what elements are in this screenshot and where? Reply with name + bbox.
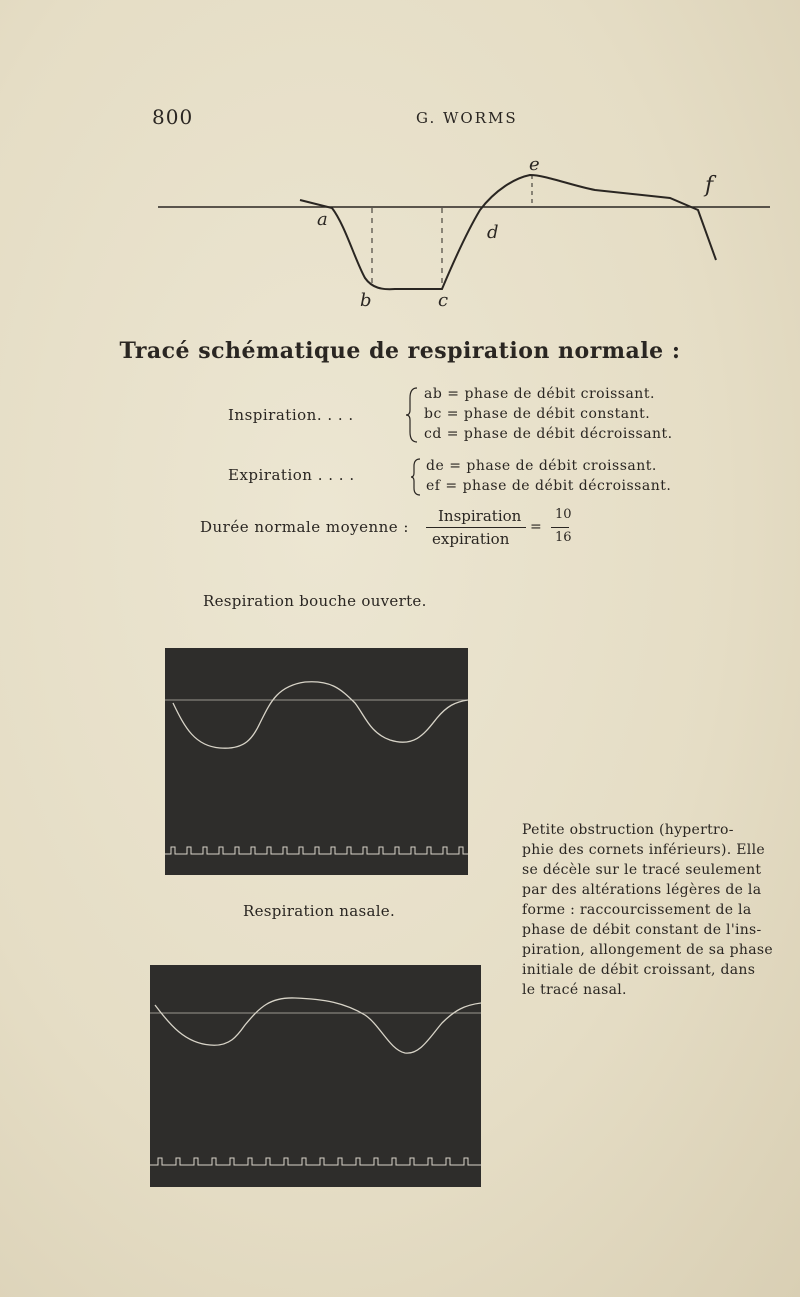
page-number: 800 xyxy=(152,105,194,129)
side-line: phie des cornets inférieurs). Elle xyxy=(522,842,765,858)
fraction-numerator: Inspiration xyxy=(438,507,522,525)
side-line: phase de débit constant de l'ins- xyxy=(522,922,762,938)
side-line: forme : raccourcissement de la xyxy=(522,902,752,918)
point-label-d: d xyxy=(487,222,499,243)
duration-label: Durée normale moyenne : xyxy=(200,518,409,536)
caption-mouth-open: Respiration bouche ouverte. xyxy=(203,592,427,610)
running-head: G. WORMS xyxy=(416,109,518,127)
legend-ef: ef = phase de débit décroissant. xyxy=(426,478,672,494)
respiration-curve xyxy=(300,175,716,289)
equals-sign: = xyxy=(530,519,542,535)
legend-ab: ab = phase de débit croissant. xyxy=(424,386,655,402)
trace-nasal-svg xyxy=(150,965,481,1187)
caption-nasal: Respiration nasale. xyxy=(243,902,396,920)
side-line: se décèle sur le tracé seulement xyxy=(522,862,762,878)
trace-mouth-open-svg xyxy=(165,648,468,875)
trace-photo-mouth-open xyxy=(165,648,468,875)
legend-cd: cd = phase de débit décroissant. xyxy=(424,426,673,442)
inspiration-label: Inspiration. . . . xyxy=(228,406,354,424)
expiration-label: Expiration . . . . xyxy=(228,466,355,484)
ratio-bar xyxy=(551,527,569,528)
side-commentary xyxy=(522,820,784,1000)
side-line: par des altérations légères de la xyxy=(522,882,762,898)
trace-photo-nasal xyxy=(150,965,481,1187)
point-label-c: c xyxy=(438,290,449,311)
figure-title: Tracé schématique de respiration normale : xyxy=(119,338,681,364)
ratio-numerator: 10 xyxy=(555,507,572,522)
respiration-schematic-diagram xyxy=(150,150,775,320)
side-line: initiale de débit croissant, dans xyxy=(522,962,756,978)
point-label-e: e xyxy=(529,154,540,175)
point-label-b: b xyxy=(360,290,372,311)
point-label-f: f xyxy=(705,173,714,198)
point-label-a: a xyxy=(317,209,328,230)
fraction-denominator: expiration xyxy=(432,530,510,548)
ratio-denominator: 16 xyxy=(555,530,572,545)
side-line: le tracé nasal. xyxy=(522,982,627,998)
side-line: Petite obstruction (hypertro- xyxy=(522,822,734,838)
legend-bc: bc = phase de débit constant. xyxy=(424,406,651,422)
side-line: piration, allongement de sa phase xyxy=(522,942,773,958)
fraction-bar xyxy=(426,527,526,528)
legend-de: de = phase de débit croissant. xyxy=(426,458,657,474)
inspiration-brace xyxy=(405,386,421,444)
expiration-brace xyxy=(410,457,424,497)
